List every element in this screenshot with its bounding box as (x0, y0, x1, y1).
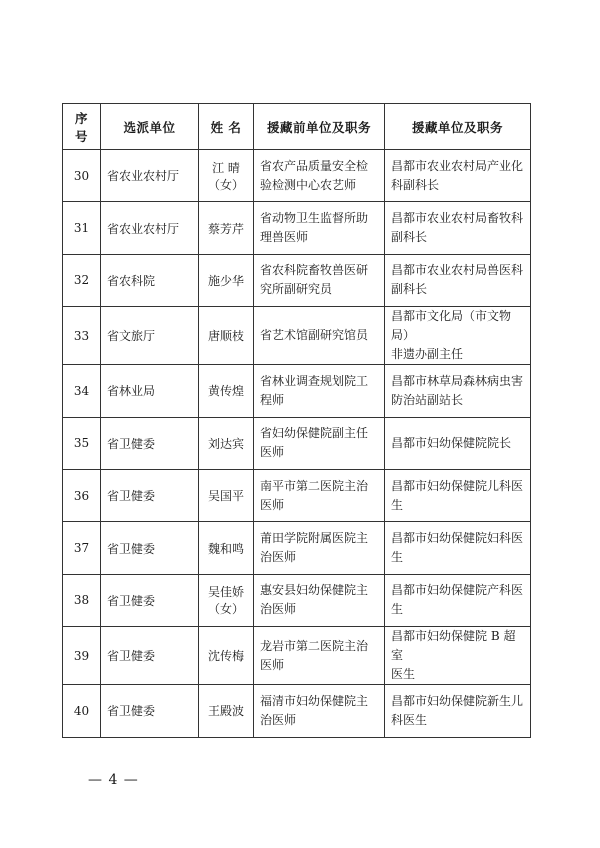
appointment-table (62, 103, 531, 738)
cell-serial-number-text: 35 (73, 436, 90, 451)
cell-serial-number (63, 202, 101, 254)
cell-serial-number-text: 30 (73, 168, 90, 183)
cell-previous-post (254, 202, 385, 254)
cell-assigned-post (385, 307, 531, 365)
cell-serial-number (63, 574, 101, 626)
cell-dispatch-unit-text: 省卫健委 (107, 436, 156, 451)
cell-assigned-post (385, 202, 531, 254)
cell-previous-post (254, 574, 385, 626)
cell-assigned-post-text: 昌都市文化局（市文物局） 非遗办副主任 (391, 309, 512, 362)
cell-serial-number (63, 417, 101, 469)
cell-previous-post (254, 469, 385, 521)
cell-previous-post (254, 627, 385, 685)
cell-previous-post-text: 省农科院畜牧兽医研 究所副研究员 (260, 263, 369, 297)
cell-assigned-post-text: 昌都市农业农村局畜牧科 副科长 (391, 211, 524, 245)
cell-name (199, 522, 254, 574)
cell-name-text: 魏和鸣 (207, 541, 244, 556)
cell-previous-post-text: 惠安县妇幼保健院主 治医师 (260, 583, 369, 617)
cell-dispatch-unit-text: 省卫健委 (107, 489, 156, 504)
cell-assigned-post-text: 昌都市妇幼保健院新生儿 科医生 (391, 693, 524, 727)
cell-name-text: 蔡芳芹 (207, 221, 244, 236)
cell-previous-post (254, 365, 385, 417)
cell-name-text: 王殿波 (207, 704, 244, 719)
cell-name (199, 150, 254, 202)
cell-assigned-post-text: 昌都市农业农村局产业化 科副科长 (391, 158, 524, 192)
cell-name-text: 江 晴 （女） (207, 160, 244, 192)
page-number: — 4 — (88, 772, 139, 788)
cell-name (199, 365, 254, 417)
cell-name-text: 黄传煌 (207, 384, 244, 399)
cell-serial-number-text: 32 (73, 273, 90, 288)
header-previous-post: 援藏前单位及职务 (254, 104, 385, 150)
table-row (63, 469, 531, 521)
cell-serial-number-text: 33 (73, 328, 90, 343)
cell-previous-post-text: 省农产品质量安全检 验检测中心农艺师 (260, 158, 369, 192)
cell-serial-number (63, 685, 101, 737)
header-row (63, 104, 531, 150)
cell-assigned-post (385, 574, 531, 626)
cell-previous-post-text: 南平市第二医院主治 医师 (260, 478, 369, 512)
table-row (63, 307, 531, 365)
cell-name-text: 吴佳娇 （女） (207, 585, 244, 617)
cell-dispatch-unit (101, 574, 199, 626)
cell-serial-number-text: 36 (73, 488, 90, 503)
cell-assigned-post-text: 昌都市农业农村局兽医科 副科长 (391, 263, 524, 297)
cell-assigned-post (385, 627, 531, 685)
cell-previous-post-text: 省妇幼保健院副主任 医师 (260, 426, 369, 460)
cell-dispatch-unit-text: 省卫健委 (107, 541, 156, 556)
cell-serial-number (63, 150, 101, 202)
cell-serial-number-text: 39 (73, 648, 90, 663)
table-row (63, 522, 531, 574)
cell-previous-post-text: 省林业调查规划院工 程师 (260, 373, 369, 407)
cell-previous-post (254, 150, 385, 202)
cell-previous-post-text: 省艺术馆副研究馆员 (260, 328, 369, 343)
cell-name (199, 307, 254, 365)
cell-dispatch-unit-text: 省农科院 (107, 273, 156, 288)
cell-serial-number-text: 31 (73, 221, 90, 236)
cell-dispatch-unit-text: 省林业局 (107, 384, 156, 399)
table-row (63, 417, 531, 469)
table-row (63, 150, 531, 202)
cell-dispatch-unit (101, 685, 199, 737)
cell-name-text: 吴国平 (207, 489, 244, 504)
cell-name (199, 202, 254, 254)
header-serial-number: 序号 (63, 104, 101, 150)
cell-dispatch-unit (101, 627, 199, 685)
cell-assigned-post (385, 522, 531, 574)
cell-serial-number-text: 38 (73, 593, 90, 608)
cell-previous-post-text: 福清市妇幼保健院主 治医师 (260, 693, 369, 727)
cell-previous-post-text: 龙岩市第二医院主治 医师 (260, 638, 369, 672)
cell-dispatch-unit (101, 307, 199, 365)
cell-dispatch-unit (101, 365, 199, 417)
cell-dispatch-unit (101, 417, 199, 469)
cell-serial-number (63, 307, 101, 365)
cell-dispatch-unit-text: 省卫健委 (107, 649, 156, 664)
cell-name-text: 唐顺枝 (207, 329, 244, 344)
header-dispatch-unit: 选派单位 (101, 104, 199, 150)
cell-dispatch-unit-text: 省农业农村厅 (107, 169, 180, 184)
table-row (63, 627, 531, 685)
cell-dispatch-unit-text: 省文旅厅 (107, 329, 156, 344)
cell-dispatch-unit (101, 202, 199, 254)
table-body (63, 150, 531, 738)
cell-dispatch-unit (101, 254, 199, 306)
cell-name-text: 沈传梅 (207, 649, 244, 664)
cell-dispatch-unit-text: 省卫健委 (107, 593, 156, 608)
cell-serial-number-text: 37 (73, 541, 90, 556)
cell-previous-post-text: 省动物卫生监督所助 理兽医师 (260, 211, 369, 245)
cell-assigned-post-text: 昌都市妇幼保健院妇科医 生 (391, 531, 524, 565)
cell-serial-number (63, 627, 101, 685)
cell-dispatch-unit (101, 469, 199, 521)
cell-serial-number-text: 34 (73, 383, 90, 398)
cell-serial-number-text: 40 (73, 703, 90, 718)
cell-name (199, 685, 254, 737)
table-row (63, 365, 531, 417)
table-row (63, 685, 531, 737)
cell-serial-number (63, 254, 101, 306)
cell-assigned-post-text: 昌都市妇幼保健院 B 超室 医生 (391, 629, 516, 682)
cell-name-text: 刘达宾 (207, 436, 244, 451)
cell-previous-post (254, 417, 385, 469)
cell-serial-number (63, 365, 101, 417)
cell-dispatch-unit (101, 522, 199, 574)
cell-dispatch-unit-text: 省卫健委 (107, 704, 156, 719)
cell-assigned-post (385, 365, 531, 417)
cell-assigned-post (385, 150, 531, 202)
cell-serial-number (63, 522, 101, 574)
table-row (63, 254, 531, 306)
cell-previous-post (254, 307, 385, 365)
cell-name (199, 627, 254, 685)
cell-assigned-post-text: 昌都市妇幼保健院儿科医 生 (391, 478, 524, 512)
cell-previous-post (254, 685, 385, 737)
cell-name-text: 施少华 (207, 273, 244, 288)
cell-previous-post-text: 莆田学院附属医院主 治医师 (260, 531, 369, 565)
cell-dispatch-unit (101, 150, 199, 202)
cell-name (199, 574, 254, 626)
cell-assigned-post-text: 昌都市妇幼保健院产科医 生 (391, 583, 524, 617)
cell-assigned-post-text: 昌都市妇幼保健院院长 (391, 435, 512, 450)
header-assigned-post: 援藏单位及职务 (385, 104, 531, 150)
cell-assigned-post-text: 昌都市林草局森林病虫害 防治站副站长 (391, 373, 524, 407)
table-row (63, 574, 531, 626)
cell-assigned-post (385, 469, 531, 521)
header-name: 姓 名 (199, 104, 254, 150)
cell-assigned-post (385, 685, 531, 737)
table-row (63, 202, 531, 254)
cell-serial-number (63, 469, 101, 521)
table-header (63, 104, 531, 150)
cell-assigned-post (385, 254, 531, 306)
cell-name (199, 417, 254, 469)
cell-previous-post (254, 254, 385, 306)
cell-dispatch-unit-text: 省农业农村厅 (107, 221, 180, 236)
cell-name (199, 469, 254, 521)
cell-previous-post (254, 522, 385, 574)
cell-assigned-post (385, 417, 531, 469)
cell-name (199, 254, 254, 306)
